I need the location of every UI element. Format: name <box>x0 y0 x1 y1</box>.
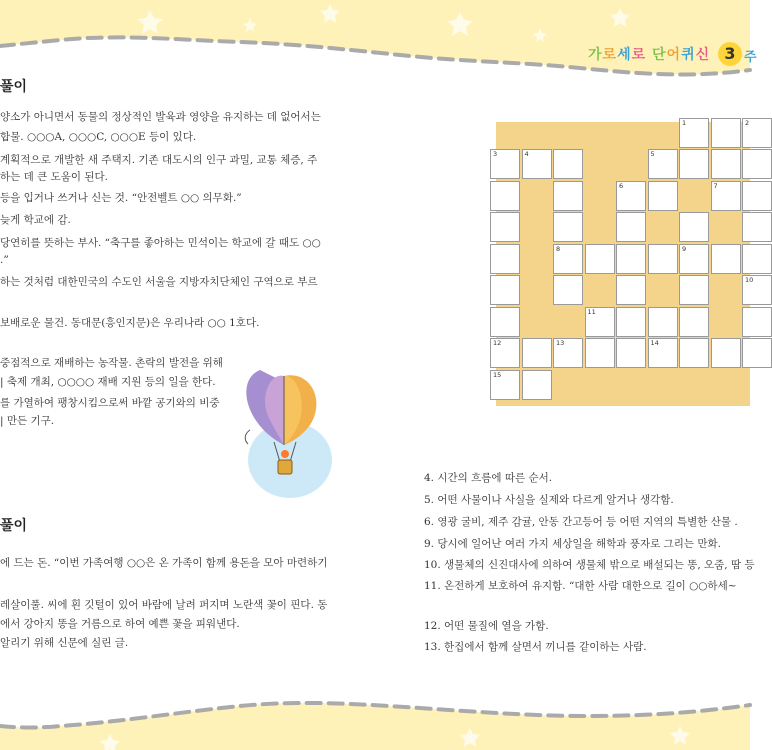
clue-line: 계획적으로 개발한 새 주택지. 기존 대도시의 인구 과밀, 교통 체증, 주 <box>0 154 318 166</box>
crossword-cell[interactable] <box>679 118 709 148</box>
clue-line: 양소가 아니면서 동물의 정상적인 발육과 영양을 유지하는 데 없어서는 <box>0 111 321 123</box>
crossword-cell[interactable] <box>742 338 772 368</box>
cell-number: 8 <box>556 244 561 253</box>
clue-line: 에서 강아지 똥을 거름으로 하여 예쁜 꽃을 피워낸다. <box>0 618 240 630</box>
crossword-cell[interactable] <box>679 275 709 305</box>
crossword-cell[interactable] <box>711 149 741 179</box>
crossword-cell[interactable] <box>490 275 520 305</box>
crossword-cell[interactable] <box>522 370 552 400</box>
crossword-cell[interactable] <box>711 118 741 148</box>
clue-line: | 축제 개최, ○○○○ 재배 지원 등의 일을 한다. <box>0 376 216 388</box>
crossword-cell[interactable] <box>490 307 520 337</box>
cell-number: 15 <box>493 370 502 379</box>
clue-line: 9. 당시에 일어난 여러 가지 세상일을 해학과 풍자로 그리는 만화. <box>424 538 721 550</box>
title-char: 로 <box>631 47 647 63</box>
cell-number: 2 <box>745 118 750 127</box>
crossword-cell[interactable] <box>616 212 646 242</box>
clue-line: 중점적으로 재배하는 농작물. 촌락의 발전을 위해 <box>0 357 223 369</box>
week-suffix: 주 <box>744 50 757 65</box>
clue-line: 당연히를 뜻하는 부사. “축구를 좋아하는 민석이는 학교에 갈 때도 ○○ <box>0 237 321 249</box>
crossword-cell[interactable] <box>679 212 709 242</box>
crossword-cell[interactable] <box>711 244 741 274</box>
crossword-cell[interactable] <box>553 244 583 274</box>
crossword-cell[interactable] <box>522 338 552 368</box>
clue-line: 보배로운 물건. 동대문(흥인지문)은 우리나라 ○○ 1호다. <box>0 317 260 329</box>
clue-line: 11. 온전하게 보호하여 유지함. “대한 사람 대한으로 길이 ○○하세~ <box>424 580 737 592</box>
title-char: 단 <box>652 47 667 63</box>
crossword-cell[interactable] <box>742 181 772 211</box>
crossword-cell[interactable] <box>648 149 678 179</box>
crossword-cell[interactable] <box>742 244 772 274</box>
clue-line: 늦게 학교에 감. <box>0 214 71 226</box>
crossword-cell[interactable] <box>648 244 678 274</box>
week-badge: 3 <box>718 42 742 66</box>
crossword-cell[interactable] <box>490 338 520 368</box>
cell-number: 11 <box>587 307 596 316</box>
cell-number: 5 <box>650 150 655 158</box>
crossword-cell[interactable] <box>648 307 678 337</box>
clue-line: 하는 데 큰 도움이 된다. <box>0 171 108 183</box>
clue-line: 10. 생물체의 신진대사에 의하여 생물체 밖으로 배설되는 똥, 오줌, 땀 등 <box>424 559 755 571</box>
crossword-cell[interactable] <box>553 275 583 305</box>
crossword-cell[interactable] <box>522 149 552 179</box>
clue-line: .” <box>0 254 9 266</box>
crossword-cell[interactable] <box>490 181 520 211</box>
title-char: 가 <box>588 47 603 63</box>
title-char: 세 <box>617 47 632 63</box>
clue-line: 5. 어떤 사물이나 사실을 실제와 다르게 알거나 생각함. <box>424 494 674 506</box>
title-char: 어 <box>666 47 682 63</box>
crossword-cell[interactable] <box>648 181 678 211</box>
crossword-cell[interactable] <box>585 244 615 274</box>
crossword-cell[interactable] <box>742 212 772 242</box>
crossword-cell[interactable] <box>679 338 709 368</box>
section-heading-down: 풀이 <box>0 518 28 534</box>
cell-number: 7 <box>713 181 718 190</box>
clue-line: 12. 어떤 물질에 열을 가함. <box>424 620 549 632</box>
cell-number: 1 <box>682 118 687 127</box>
crossword-cell[interactable] <box>711 338 741 368</box>
crossword-cell[interactable] <box>742 275 772 305</box>
section-heading-across: 풀이 <box>0 79 28 95</box>
clue-line: 13. 한집에서 함께 살면서 끼니를 같이하는 사람. <box>424 641 647 653</box>
crossword-cell[interactable] <box>585 307 615 337</box>
crossword-cell[interactable] <box>616 275 646 305</box>
clue-line: 레살이풀. 씨에 흰 깃털이 있어 바람에 날려 퍼지며 노란색 꽃이 핀다. 동 <box>0 599 328 611</box>
crossword-cell[interactable] <box>742 149 772 179</box>
cell-number: 12 <box>493 339 502 347</box>
crossword-cell[interactable] <box>679 244 709 274</box>
title-char: 로 <box>602 47 618 63</box>
clue-line: | 만든 기구. <box>0 415 55 427</box>
clue-line: 합물. ○○○A, ○○○C, ○○○E 등이 있다. <box>0 131 197 143</box>
crossword-cell[interactable] <box>679 307 709 337</box>
cell-number: 3 <box>493 150 498 158</box>
title-char: 퀴 <box>681 47 696 63</box>
title-char: 신 <box>695 47 711 63</box>
cell-number: 6 <box>619 181 624 190</box>
clue-line: 알리기 위해 신문에 실린 글. <box>0 637 129 649</box>
crossword-cell[interactable] <box>711 181 741 211</box>
crossword-cell[interactable] <box>648 338 678 368</box>
crossword-cell[interactable] <box>616 338 646 368</box>
crossword-cell[interactable] <box>742 307 772 337</box>
clue-line: 등을 입거나 쓰거나 신는 것. “안전벨트 ○○ 의무화.” <box>0 192 242 204</box>
crossword-cell[interactable] <box>616 181 646 211</box>
cell-number: 10 <box>745 276 754 284</box>
crossword-cell[interactable] <box>553 212 583 242</box>
clue-line: 하는 것처럼 대한민국의 수도인 서울을 지방자치단체인 구역으로 부르 <box>0 276 318 288</box>
clue-line: 4. 시간의 흐름에 따른 순서. <box>424 472 553 484</box>
crossword-cell[interactable] <box>490 212 520 242</box>
cell-number: 14 <box>650 339 659 347</box>
crossword-cell[interactable] <box>553 338 583 368</box>
page-title <box>588 44 710 64</box>
crossword-cell[interactable] <box>490 149 520 179</box>
hot-air-balloon-illustration <box>240 370 330 500</box>
cell-number: 4 <box>524 150 529 158</box>
crossword-cell[interactable] <box>553 181 583 211</box>
crossword-cell[interactable] <box>742 118 772 148</box>
clue-line: 를 가열하여 팽창시킴으로써 바깥 공기와의 비중 <box>0 397 220 409</box>
crossword-cell[interactable] <box>553 149 583 179</box>
crossword-cell[interactable] <box>616 244 646 274</box>
crossword-cell[interactable] <box>490 370 520 400</box>
crossword-cell[interactable] <box>585 338 615 368</box>
cell-number: 13 <box>556 339 565 347</box>
clue-line: 6. 영광 굴비, 제주 감귤, 안동 간고등어 등 어떤 지역의 특별한 산물 . <box>424 516 738 528</box>
crossword-cell[interactable] <box>490 244 520 274</box>
clue-line: 에 드는 돈. “이번 가족여행 ○○은 온 가족이 함께 용돈을 모아 마련하기 <box>0 557 328 569</box>
cell-number: 9 <box>682 244 687 253</box>
crossword-cell[interactable] <box>679 149 709 179</box>
crossword-cell[interactable] <box>616 307 646 337</box>
